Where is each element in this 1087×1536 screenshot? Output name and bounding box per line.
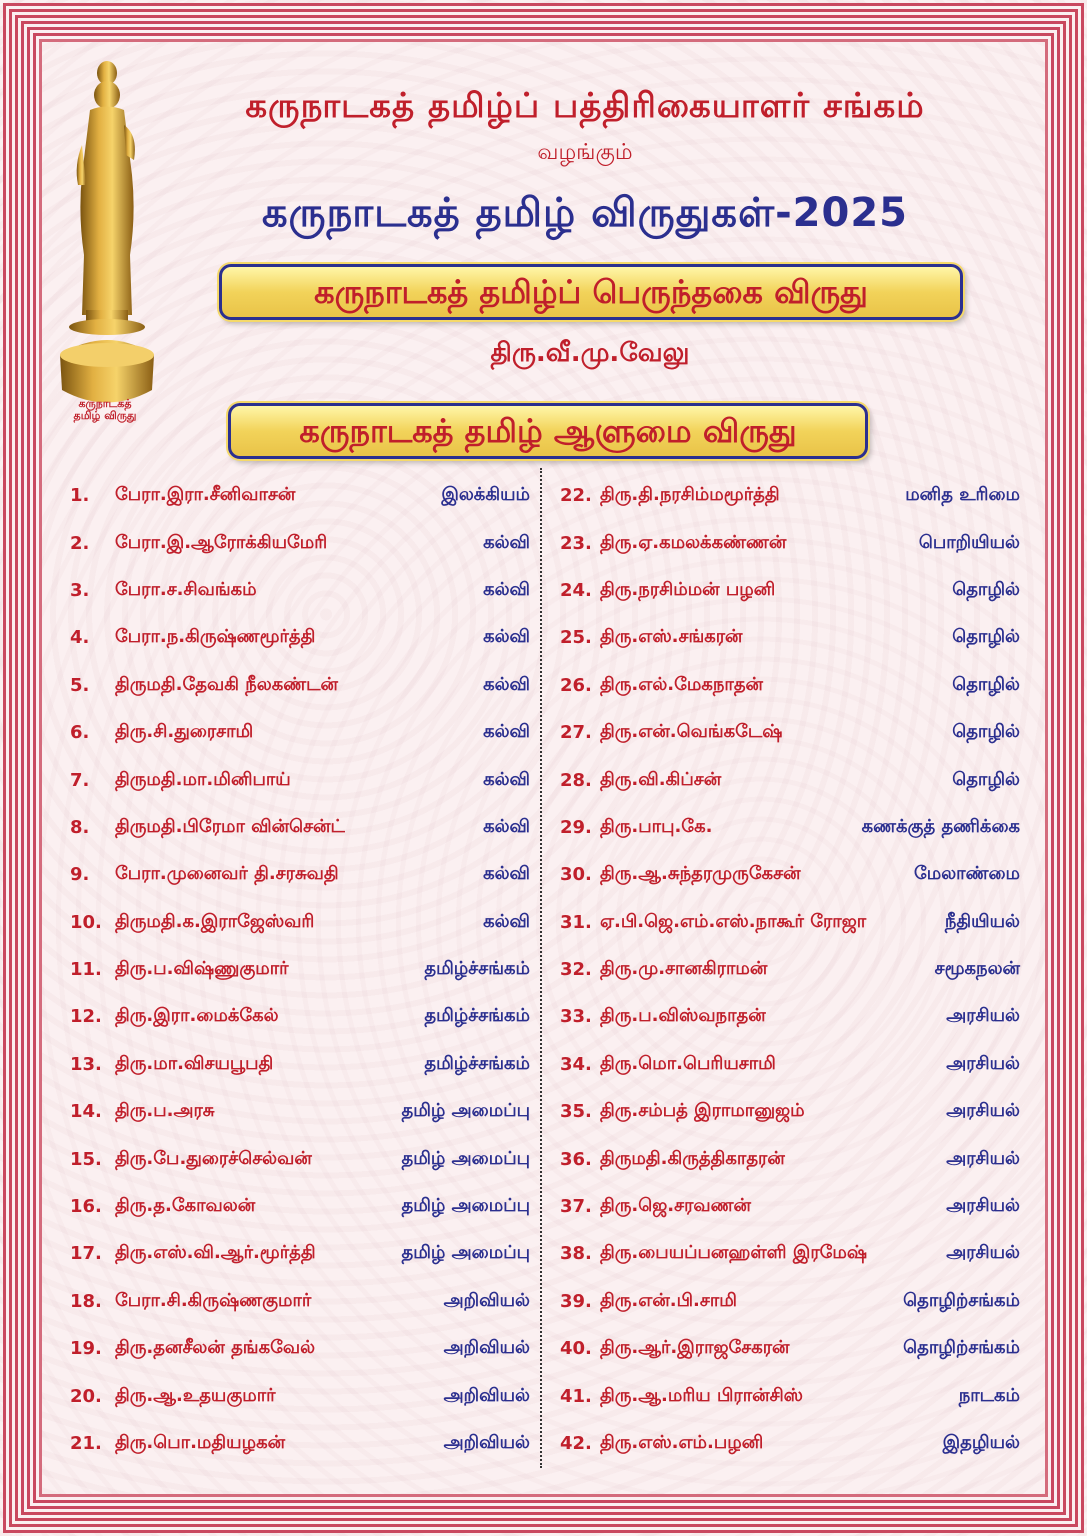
list-item [70, 662, 530, 709]
list-item [560, 1088, 1020, 1135]
recipient-name: திரு.ப.அரசு [115, 1100, 215, 1122]
list-item [560, 567, 1020, 614]
list-item [70, 1230, 530, 1277]
recipient-field: தமிழ் அமைப்பு [401, 1195, 530, 1217]
recipient-number: 1. [70, 485, 90, 507]
recipient-name: திரு.ஆர்.இராஜசேகரன் [600, 1337, 790, 1359]
recipient-field: தொழில் [952, 626, 1020, 648]
recipient-name: ஏ.பி.ஜெ.எம்.எஸ்.நாகூர் ரோஜா [600, 910, 867, 932]
recipient-field: கணக்குத் தணிக்கை [861, 815, 1020, 837]
recipient-number: 39. [560, 1290, 592, 1312]
recipient-name: திருமதி.தேவகி நீலகண்டன் [115, 673, 338, 695]
recipient-field: அரசியல் [946, 1052, 1020, 1074]
recipient-number: 6. [70, 722, 90, 744]
recipient-number: 13. [70, 1053, 102, 1075]
awards-title: கருநாடகத் தமிழ் விருதுகள்-2025 [261, 190, 909, 236]
recipient-name: திரு.ஆ.சுந்தரமுருகேசன் [600, 863, 801, 885]
recipient-number: 14. [70, 1101, 102, 1123]
recipient-number: 17. [70, 1243, 102, 1265]
recipient-field: மனித உரிமை [905, 484, 1020, 506]
recipient-field: இதழியல் [942, 1432, 1020, 1453]
award2-banner: கருநாடகத் தமிழ் ஆளுமை விருது [228, 403, 868, 459]
recipient-name: பேரா.ந.கிருஷ்ணமூர்த்தி [115, 626, 316, 648]
recipient-name: திரு.எஸ்.சங்கரன் [600, 626, 743, 648]
list-item [560, 1420, 1020, 1467]
list-item [70, 1041, 530, 1088]
recipient-name: பேரா.இரா.சீனிவாசன் [115, 484, 296, 506]
list-item [560, 756, 1020, 803]
recipient-field: தொழில் [952, 768, 1020, 790]
list-item [560, 1135, 1020, 1182]
statue-caption-line2: தமிழ் விருது [73, 409, 137, 422]
recipient-name: திரு.பாபு.கே. [600, 815, 713, 837]
list-item [70, 472, 530, 519]
recipient-name: திரு.பொ.மதியழகன் [115, 1432, 286, 1453]
recipient-field: அரசியல் [946, 1100, 1020, 1122]
recipient-name: திரு.தி.நரசிம்மமூர்த்தி [600, 484, 780, 506]
recipient-name: திரு.எஸ்.வி.ஆர்.மூர்த்தி [115, 1242, 316, 1264]
list-item [560, 1230, 1020, 1277]
recipient-name: திரு.என்.பி.சாமி [600, 1289, 737, 1311]
recipient-field: தொழிற்சங்கம் [903, 1337, 1020, 1359]
list-item [560, 1372, 1020, 1419]
recipient-number: 2. [70, 532, 90, 554]
recipient-field: தொழில் [952, 673, 1020, 695]
recipient-field: கல்வி [483, 531, 530, 553]
recipient-name: திரு.தனசீலன் தங்கவேல் [115, 1337, 316, 1359]
recipient-field: சமூகநலன் [934, 958, 1020, 980]
list-item [560, 851, 1020, 898]
award1-banner: கருநாடகத் தமிழ்ப் பெருந்தகை விருது [219, 264, 963, 320]
recipient-name: திரு.மா.விசயபூபதி [115, 1052, 274, 1074]
list-item [70, 709, 530, 756]
recipient-name: திரு.இரா.மைக்கேல் [115, 1005, 279, 1027]
list-item [70, 851, 530, 898]
association-title: கருநாடகத் தமிழ்ப் பத்திரிகையாளர் சங்கம் [245, 86, 925, 126]
recipient-field: அரசியல் [946, 1195, 1020, 1217]
list-item [560, 472, 1020, 519]
recipient-number: 31. [560, 911, 592, 933]
recipient-field: கல்வி [483, 673, 530, 695]
recipient-number: 29. [560, 816, 592, 838]
list-item [560, 1278, 1020, 1325]
list-item [70, 1420, 530, 1467]
award1-recipient: திரு.வீ.மு.வேலு [490, 338, 690, 368]
list-item [70, 519, 530, 566]
list-item [560, 946, 1020, 993]
recipient-name: திருமதி.க.இராஜேஸ்வரி [115, 910, 315, 932]
list-item [70, 614, 530, 661]
list-item [560, 993, 1020, 1040]
recipient-name: திருமதி.கிருத்திகாதரன் [600, 1147, 785, 1169]
recipient-name: திரு.ஆ.உதயகுமார் [115, 1384, 276, 1406]
recipient-number: 32. [560, 959, 592, 981]
recipient-number: 26. [560, 674, 592, 696]
recipient-name: திரு.நரசிம்மன் பழனி [600, 578, 776, 600]
recipient-name: பேரா.இ.ஆரோக்கியமேரி [115, 531, 328, 553]
recipients-list-left [70, 472, 530, 1467]
recipient-name: திரு.த.கோவலன் [115, 1195, 256, 1217]
list-item [560, 1041, 1020, 1088]
recipient-number: 18. [70, 1290, 102, 1312]
recipient-field: தொழில் [952, 721, 1020, 743]
list-item [70, 567, 530, 614]
recipient-name: திரு.சம்பத் இராமானுஜம் [600, 1100, 805, 1122]
recipient-number: 34. [560, 1053, 592, 1075]
column-divider [540, 468, 542, 1468]
recipient-number: 11. [70, 959, 102, 981]
list-item [70, 1278, 530, 1325]
list-item [560, 519, 1020, 566]
list-item [560, 662, 1020, 709]
list-item [560, 1325, 1020, 1372]
statue-caption [60, 398, 150, 422]
recipient-field: தமிழ் அமைப்பு [401, 1242, 530, 1264]
recipient-field: அறிவியல் [443, 1289, 530, 1311]
recipient-field: நீதியியல் [944, 910, 1020, 932]
list-item [70, 1135, 530, 1182]
recipient-field: தமிழ்ச்சங்கம் [424, 1005, 530, 1027]
list-item [70, 1088, 530, 1135]
list-item [70, 946, 530, 993]
recipient-field: கல்வி [483, 863, 530, 885]
recipient-number: 9. [70, 864, 90, 886]
recipient-name: திரு.பே.துரைச்செல்வன் [115, 1147, 312, 1169]
recipient-number: 16. [70, 1196, 102, 1218]
recipient-number: 27. [560, 722, 592, 744]
recipient-name: திருமதி.பிரேமா வின்சென்ட் [115, 815, 345, 837]
recipient-number: 36. [560, 1148, 592, 1170]
recipient-number: 20. [70, 1385, 102, 1407]
recipient-name: திரு.ஆ.மரிய பிரான்சிஸ் [600, 1384, 804, 1406]
recipient-field: இலக்கியம் [441, 484, 530, 506]
recipient-number: 25. [560, 627, 592, 649]
recipient-field: அரசியல் [946, 1147, 1020, 1169]
recipient-name: திரு.சி.துரைசாமி [115, 721, 254, 743]
recipient-number: 10. [70, 911, 102, 933]
recipient-field: அரசியல் [946, 1005, 1020, 1027]
recipient-name: பேரா.ச.சிவங்கம் [115, 578, 257, 600]
thiruvalluvar-statue-image [52, 55, 162, 425]
recipient-name: திரு.ப.விஸ்வநாதன் [600, 1005, 766, 1027]
recipient-number: 33. [560, 1006, 592, 1028]
recipient-number: 12. [70, 1006, 102, 1028]
recipient-field: அரசியல் [946, 1242, 1020, 1264]
list-item [70, 804, 530, 851]
recipient-field: கல்வி [483, 721, 530, 743]
recipient-name: திரு.பையப்பனஹள்ளி இரமேஷ் [600, 1242, 868, 1264]
recipient-number: 35. [560, 1101, 592, 1123]
recipient-field: தொழிற்சங்கம் [903, 1289, 1020, 1311]
recipient-name: பேரா.சி.கிருஷ்ணகுமார் [115, 1289, 312, 1311]
recipient-field: தமிழ் அமைப்பு [401, 1100, 530, 1122]
recipient-name: திரு.எஸ்.எம்.பழனி [600, 1432, 764, 1453]
recipient-name: திரு.மு.சானகிராமன் [600, 958, 768, 980]
recipient-field: தமிழ் அமைப்பு [401, 1147, 530, 1169]
presents-text: வழங்கும் [537, 140, 633, 165]
recipient-number: 41. [560, 1385, 592, 1407]
list-item [70, 1325, 530, 1372]
recipient-number: 40. [560, 1338, 592, 1360]
recipients-list-right [560, 472, 1020, 1467]
list-item [70, 756, 530, 803]
recipient-name: திரு.எல்.மேகநாதன் [600, 673, 764, 695]
recipient-number: 23. [560, 532, 592, 554]
list-item [70, 993, 530, 1040]
recipient-number: 37. [560, 1196, 592, 1218]
recipient-number: 21. [70, 1433, 102, 1454]
list-item [560, 1183, 1020, 1230]
recipient-number: 28. [560, 769, 592, 791]
list-item [560, 804, 1020, 851]
recipient-name: திரு.ஜெ.சரவணன் [600, 1195, 751, 1217]
recipient-field: கல்வி [483, 910, 530, 932]
list-item [560, 614, 1020, 661]
list-item [560, 709, 1020, 756]
list-item [70, 899, 530, 946]
recipient-field: அறிவியல் [443, 1337, 530, 1359]
recipient-number: 8. [70, 816, 90, 838]
recipient-field: மேலாண்மை [913, 863, 1020, 885]
recipient-name: திரு.மொ.பெரியசாமி [600, 1052, 776, 1074]
list-item [70, 1372, 530, 1419]
recipient-field: நாடகம் [958, 1384, 1020, 1406]
recipient-field: தமிழ்ச்சங்கம் [424, 1052, 530, 1074]
list-item [70, 1183, 530, 1230]
recipient-number: 5. [70, 674, 90, 696]
recipient-number: 30. [560, 864, 592, 886]
recipient-number: 7. [70, 769, 90, 791]
recipient-number: 3. [70, 579, 90, 601]
recipient-number: 42. [560, 1433, 592, 1454]
statue-caption-line1: கருநாடகத் [78, 397, 132, 410]
list-item [560, 899, 1020, 946]
recipient-name: திரு.என்.வெங்கடேஷ் [600, 721, 783, 743]
recipient-field: கல்வி [483, 626, 530, 648]
recipient-field: தமிழ்ச்சங்கம் [424, 958, 530, 980]
recipient-name: திரு.ப.விஷ்ணுகுமார் [115, 958, 289, 980]
recipient-field: கல்வி [483, 768, 530, 790]
recipient-field: பொறியியல் [918, 531, 1020, 553]
recipient-number: 15. [70, 1148, 102, 1170]
recipient-number: 4. [70, 627, 90, 649]
recipient-number: 38. [560, 1243, 592, 1265]
recipient-number: 22. [560, 485, 592, 507]
recipient-number: 19. [70, 1338, 102, 1360]
recipient-name: திரு.வி.கிப்சன் [600, 768, 722, 790]
recipient-field: கல்வி [483, 815, 530, 837]
recipient-field: அறிவியல் [443, 1384, 530, 1406]
recipient-number: 24. [560, 579, 592, 601]
recipient-field: கல்வி [483, 578, 530, 600]
recipient-name: பேரா.முனைவர் தி.சரசுவதி [115, 863, 339, 885]
recipient-field: அறிவியல் [443, 1432, 530, 1453]
recipient-name: திரு.ஏ.கமலக்கண்ணன் [600, 531, 787, 553]
recipient-field: தொழில் [952, 578, 1020, 600]
recipient-name: திருமதி.மா.மினிபாய் [115, 768, 291, 790]
